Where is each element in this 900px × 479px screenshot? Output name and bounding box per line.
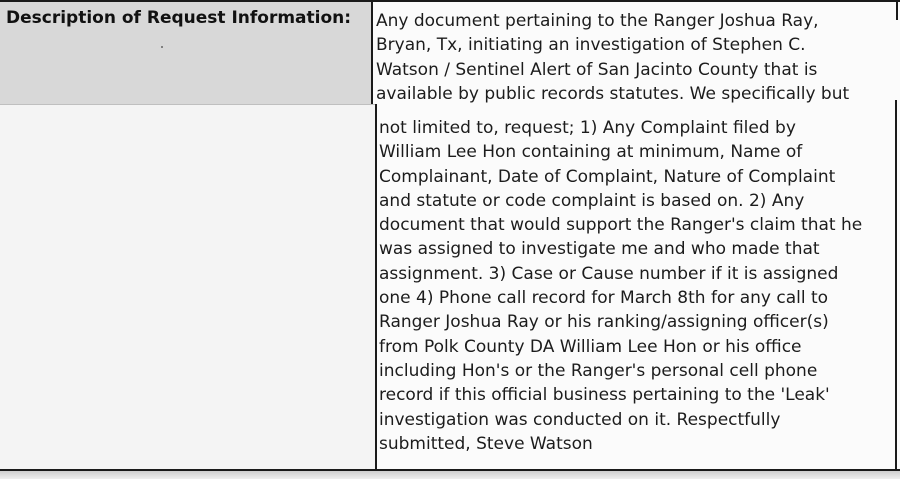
field-label: Description of Request Information:	[6, 8, 352, 28]
field-value-lower	[379, 116, 862, 456]
value-line: Any document pertaining to the Ranger Joshua Ray,	[376, 11, 819, 31]
value-line: Ranger Joshua Ray or his ranking/assigning officer(s)	[379, 312, 829, 333]
value-line: submitted, Steve Watson	[379, 433, 593, 454]
field-label-cell	[0, 0, 371, 104]
value-line: document that would support the Ranger's claim that he	[379, 215, 863, 236]
value-line: from Polk County DA William Lee Hon or his office	[379, 336, 802, 357]
scan-speck	[161, 46, 163, 48]
value-line: William Lee Hon containing at minimum, Name of	[379, 142, 803, 163]
table-top-border	[0, 0, 900, 2]
field-value-upper	[376, 9, 849, 106]
value-line: not limited to, request; 1) Any Complaint filed by	[379, 118, 796, 138]
value-line: available by public records statutes. We specifically but	[376, 83, 850, 104]
value-line: was assigned to investigate me and who made that	[379, 239, 820, 260]
scan-seam	[0, 104, 375, 105]
right-border-upper	[896, 0, 898, 20]
value-line: Watson / Sentinel Alert of San Jacinto County that is	[376, 59, 818, 80]
value-line: assignment. 3) Case or Cause number if it is assigned	[379, 263, 839, 284]
value-line: including Hon's or the Ranger's personal cell phone	[379, 360, 818, 381]
right-border-lower	[895, 100, 897, 471]
value-line: Complainant, Date of Complaint, Nature of Complaint	[379, 166, 836, 187]
label-cell-lower	[0, 104, 375, 470]
value-line: and statute or code complaint is based on. 2) Any	[379, 190, 805, 211]
value-line: one 4) Phone call record for March 8th for any call to	[379, 288, 829, 309]
value-line: Bryan, Tx, initiating an investigation of Stephen C.	[376, 35, 806, 56]
column-divider-lower	[375, 104, 377, 471]
value-line: record if this official business pertaining to the 'Leak'	[379, 385, 830, 406]
value-line: investigation was conducted on it. Respectfully	[379, 409, 781, 430]
column-divider-upper	[371, 0, 373, 105]
scan-bottom-edge	[0, 471, 900, 479]
